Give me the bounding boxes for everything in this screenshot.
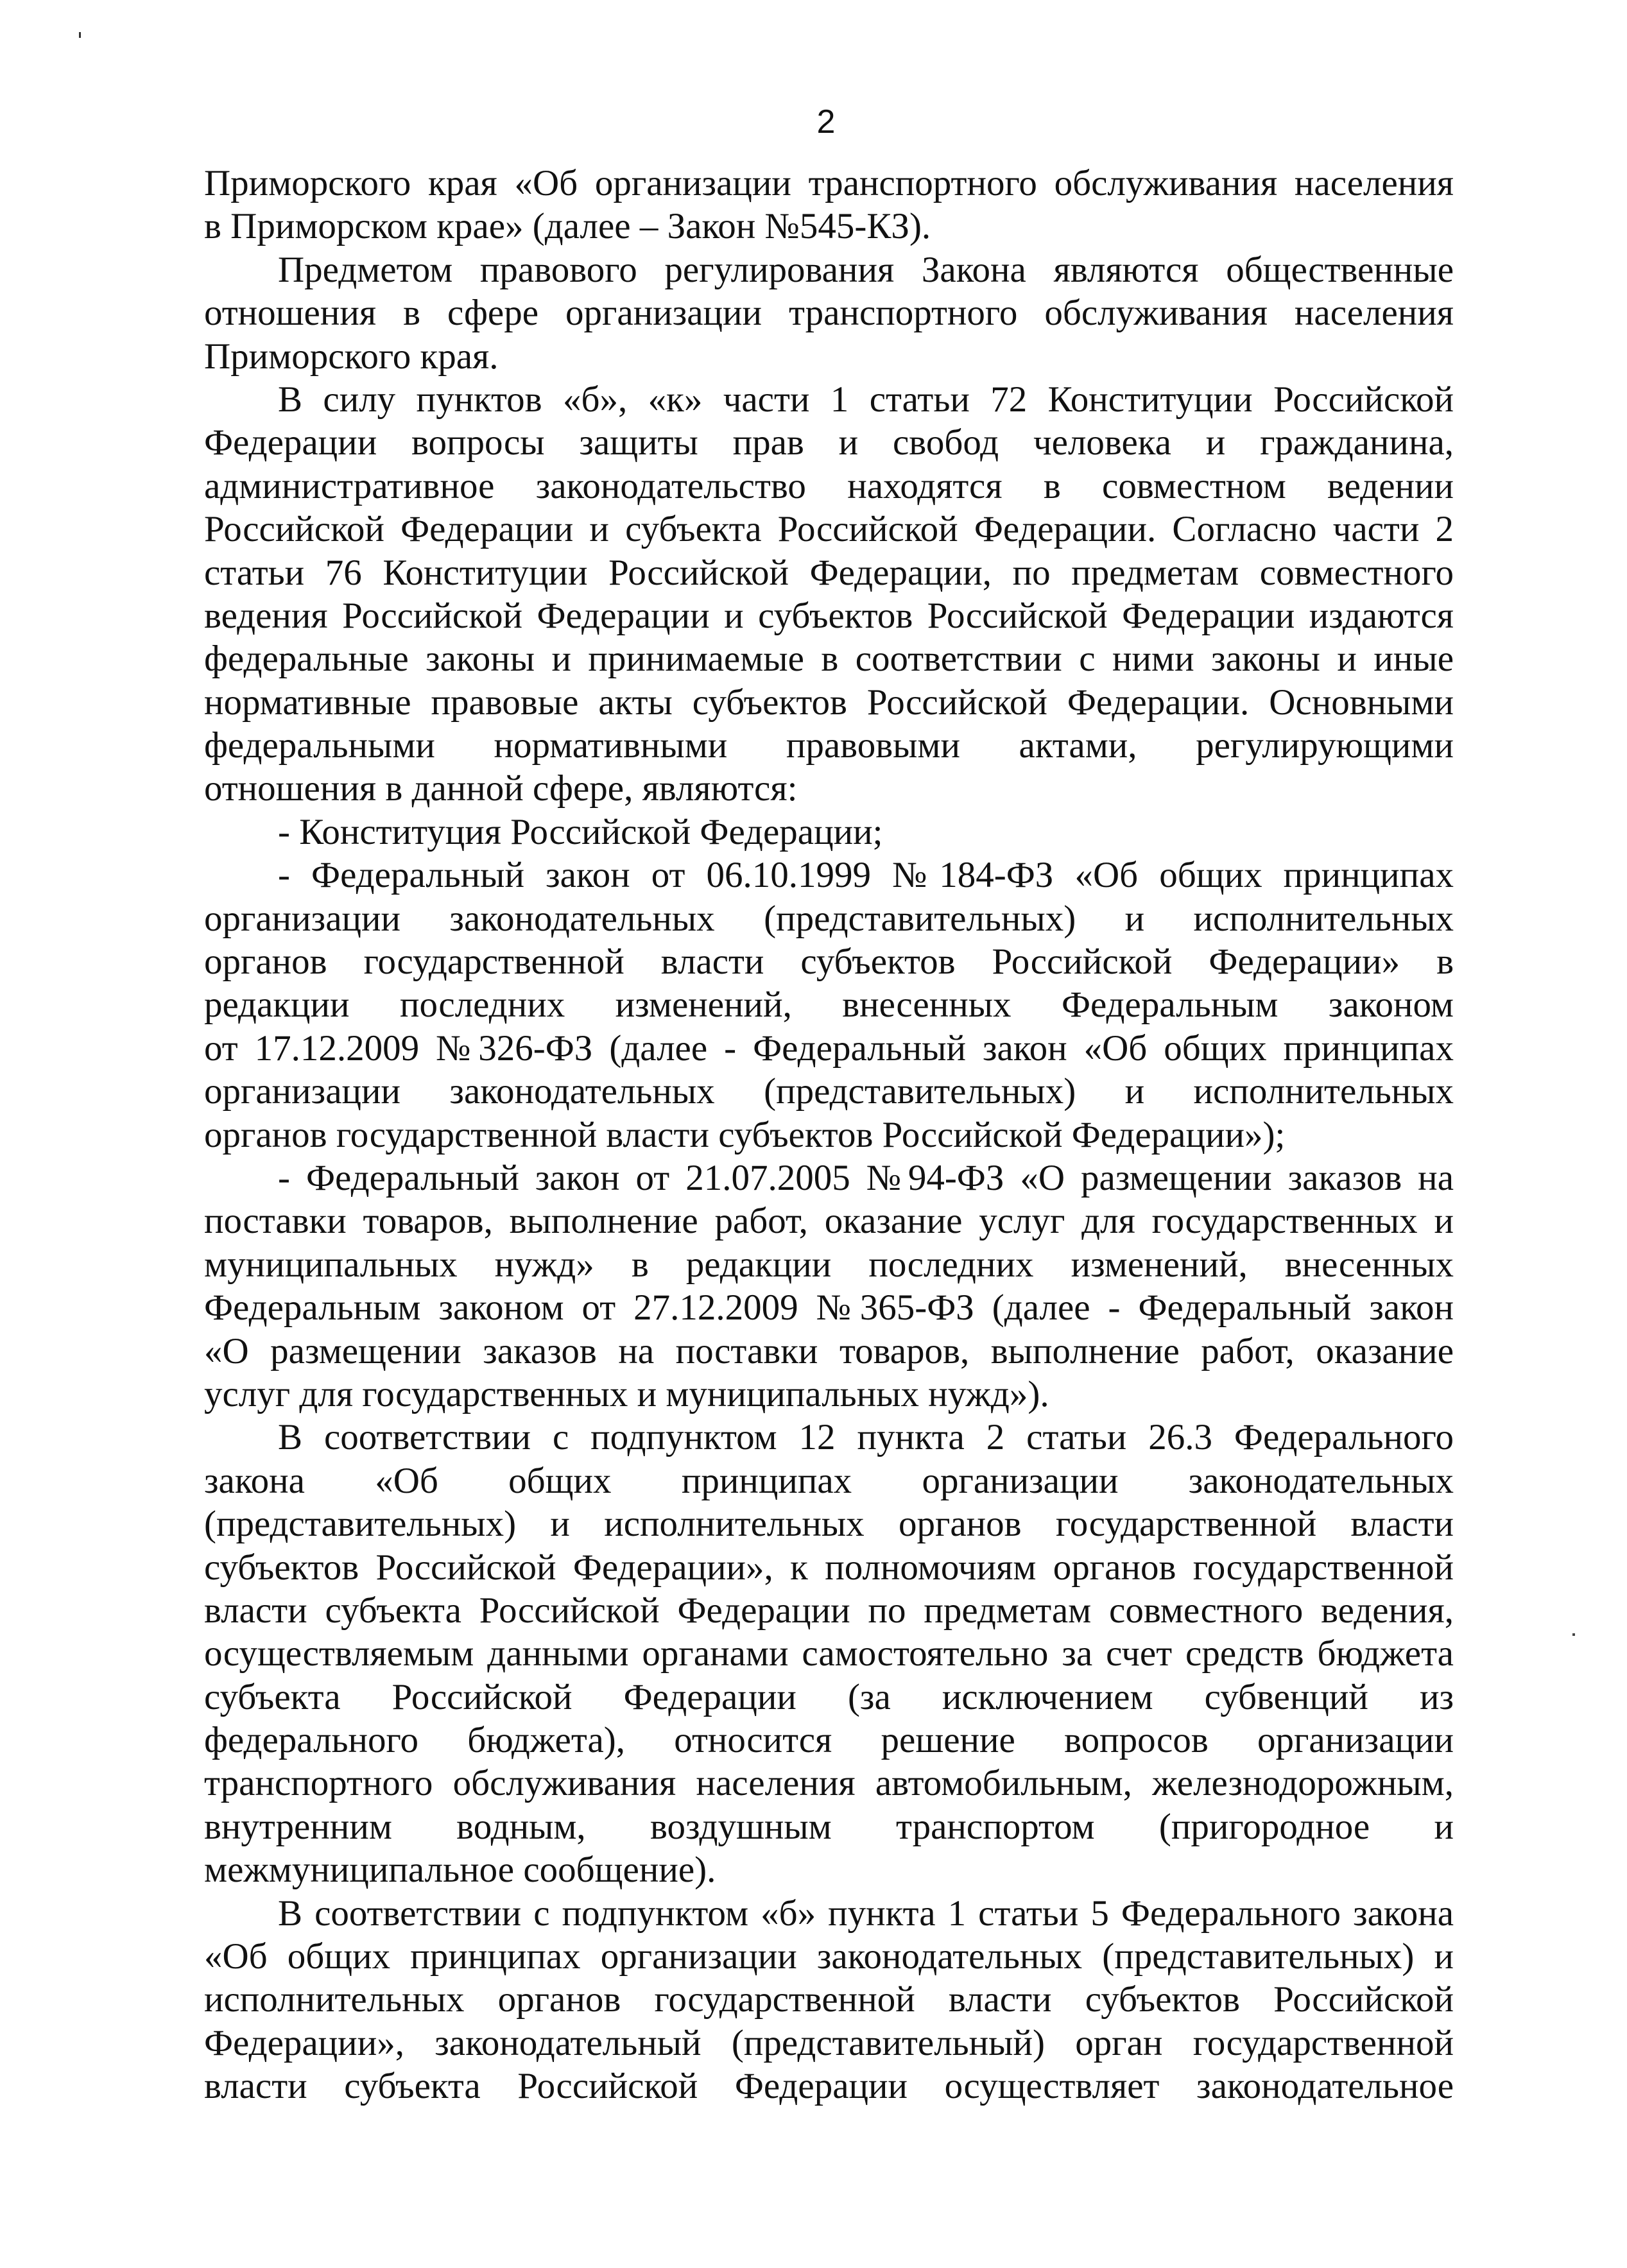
text-line: статьи 76 Конституции Российской Федерации, по предметам совместного (204, 552, 1454, 593)
scan-artifact (79, 32, 81, 38)
text-line: Федеральным законом от 27.12.2009 №365-ФЗ (далее - Федеральный закон (204, 1287, 1454, 1328)
text-line: Российской Федерации и субъекта Российской Федерации. Согласно части 2 (204, 509, 1454, 550)
text-line: организации законодательных (представительных) и исполнительных (204, 1071, 1454, 1112)
text-line: власти субъекта Российской Федерации по предметам совместного ведения, (204, 1590, 1454, 1631)
text-line: осуществляемым данными органами самостоятельно за счет средств бюджета (204, 1633, 1454, 1674)
text-line: - Федеральный закон от 21.07.2005 №94-ФЗ «О размещении заказов на (278, 1157, 1454, 1198)
text-line: Федерации вопросы защиты прав и свобод человека и гражданина, (204, 422, 1454, 463)
text-line: власти субъекта Российской Федерации осуществляет законодательное (204, 2066, 1454, 2107)
text-line: «Об общих принципах организации законодательных (представительных) и (204, 1936, 1454, 1977)
text-line: субъектов Российской Федерации», к полномочиям органов государственной (204, 1547, 1454, 1588)
text-line: закона «Об общих принципах организации законодательных (204, 1460, 1454, 1501)
text-line: (представительных) и исполнительных органов государственной власти (204, 1504, 1454, 1545)
text-line: межмуниципальное сообщение). (204, 1850, 716, 1891)
text-line: «О размещении заказов на поставки товаров, выполнение работ, оказание (204, 1330, 1454, 1371)
text-line: В соответствии с подпунктом 12 пункта 2 статьи 26.3 Федерального (278, 1417, 1454, 1458)
text-line: отношения в данной сфере, являются: (204, 768, 798, 809)
text-line: В силу пунктов «б», «к» части 1 статьи 72 Конституции Российской (278, 379, 1454, 420)
text-line: Федерации», законодательный (представительный) орган государственной (204, 2022, 1454, 2063)
text-line: услуг для государственных и муниципальных нужд»). (204, 1373, 1049, 1414)
text-line: организации законодательных (представительных) и исполнительных (204, 898, 1454, 939)
text-line: муниципальных нужд» в редакции последних изменений, внесенных (204, 1244, 1454, 1285)
scan-artifact (1572, 1633, 1575, 1636)
text-line: от 17.12.2009 №326-ФЗ (далее - Федеральный закон «Об общих принципах (204, 1027, 1454, 1069)
text-line: внутренним водным, воздушным транспортом (пригородное и (204, 1806, 1454, 1847)
text-line: федеральные законы и принимаемые в соответствии с ними законы и иные (204, 639, 1454, 680)
text-line: поставки товаров, выполнение работ, оказание услуг для государственных и (204, 1201, 1454, 1242)
text-line: ведения Российской Федерации и субъектов Российской Федерации издаются (204, 595, 1454, 636)
text-line: федерального бюджета), относится решение вопросов организации (204, 1720, 1454, 1761)
text-line: нормативные правовые акты субъектов Российской Федерации. Основными (204, 682, 1454, 723)
text-line: отношения в сфере организации транспортного обслуживания населения (204, 293, 1454, 334)
text-line: - Федеральный закон от 06.10.1999 №184-ФЗ «Об общих принципах (278, 855, 1454, 896)
document-body (204, 162, 1454, 2108)
text-line: субъекта Российской Федерации (за исключением субвенций из (204, 1676, 1454, 1717)
text-line: административное законодательство находятся в совместном ведении (204, 465, 1454, 506)
text-line: органов государственной власти субъектов Российской Федерации» в (204, 941, 1454, 983)
text-line: транспортного обслуживания населения автомобильным, железнодорожным, (204, 1763, 1454, 1804)
text-line: в Приморском крае» (далее – Закон №545-КЗ). (204, 206, 931, 247)
text-line: Предметом правового регулирования Закона являются общественные (278, 249, 1454, 290)
text-line: редакции последних изменений, внесенных Федеральным законом (204, 984, 1454, 1026)
text-line: Приморского края. (204, 336, 499, 377)
text-line: - Конституция Российской Федерации; (278, 811, 883, 852)
text-line: федеральными нормативными правовыми актами, регулирующими (204, 725, 1454, 766)
page-number: 2 (816, 103, 836, 141)
text-line: В соответствии с подпунктом «б» пункта 1 статьи 5 Федерального закона (278, 1893, 1454, 1934)
text-line: Приморского края «Об организации транспортного обслуживания населения (204, 163, 1454, 203)
text-line: органов государственной власти субъектов Российской Федерации»); (204, 1114, 1286, 1155)
text-line: исполнительных органов государственной власти субъектов Российской (204, 1979, 1454, 2020)
